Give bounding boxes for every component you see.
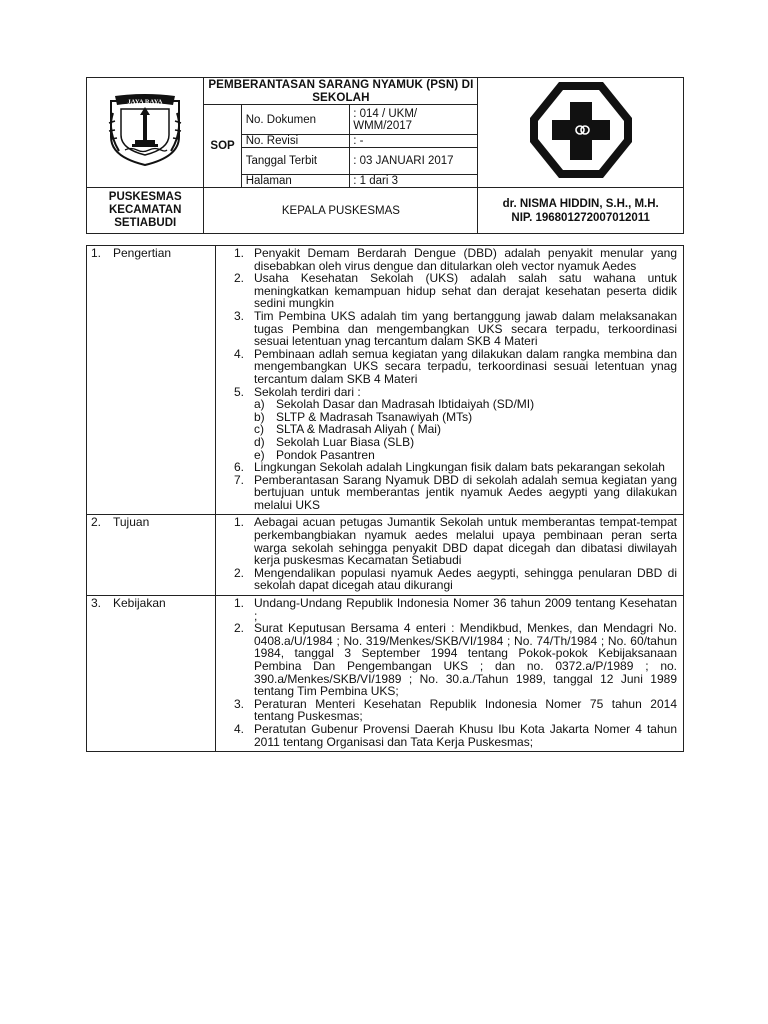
jakarta-emblem-cell (87, 78, 204, 188)
organization-name: PUSKESMAS KECAMATAN SETIABUDI (87, 188, 204, 234)
field-label: Tanggal Terbit (241, 148, 350, 175)
puskesmas-logo-cell (478, 78, 684, 188)
list-item: 2. Mengendalikan populasi nyamuk Aedes aegypti, sehingga penularan DBD di sekolah dapat dicegah atau dikurangi (233, 565, 677, 593)
document-title: PEMBERANTASAN SARANG NYAMUK (PSN) DI SEKOLAH (204, 78, 478, 105)
section-heading (87, 515, 216, 596)
section-content (216, 596, 684, 752)
section-content (216, 515, 684, 596)
section-number: 2. (91, 515, 102, 530)
section-number: 3. (91, 596, 102, 611)
sop-header-table (86, 77, 684, 234)
section-heading (87, 596, 216, 752)
list-item: 1. Aebagai acuan petugas Jumantik Sekolah untuk memberantas tempat-tempat perkembangbiakan nyamuk aedes melalui upaya pembinaan peran serta warga sekolah sehingga penyakit DBD dapat dicegah dan dibatasi diwilayah kerja puskesmas Kecamatan Setiabudi (233, 515, 677, 568)
section-content (216, 246, 684, 515)
field-value: : 03 JANUARI 2017 (350, 148, 478, 175)
field-label: No. Revisi (241, 135, 350, 148)
section-row (87, 515, 684, 596)
list-item: 4. Pembinaan adlah semua kegiatan yang dilakukan dalam rangka membina dan mengembangkan UKS secara terpadu, terkoordinasi sesuai letentuan ynag tercantum dalam SKB 4 Materi (233, 346, 677, 386)
list-item: 3. Tim Pembina UKS adalah tim yang bertanggung jawab dalam melaksanakan tugas Pembina dan mengembangkan UKS secara terpadu, terkoordinasi sesuai letentuan ynag tercantum dalam SKB 4 Materi (233, 308, 677, 349)
sub-list-item: e) Pondok Pasantren (254, 447, 375, 462)
field-value: : - (350, 135, 478, 148)
list-item: 1. Undang-Undang Republik Indonesia Nomer 36 tahun 2009 tentang Kesehatan ; (233, 596, 677, 623)
list-item: 7. Pemberantasan Sarang Nyamuk DBD di sekolah adalah semua kegiatan yang bertujuan untuk memberantas jentik nyamuk Aedes aegypti yang dilakukan melalui UKS (233, 472, 677, 512)
list-item: 5. Sekolah terdiri dari : (233, 384, 361, 399)
sub-list-item: a) Sekolah Dasar dan Madrasah Ibtidaiyah (SD/MI) (254, 397, 535, 412)
section-title: Kebijakan (113, 596, 166, 611)
jakarta-emblem-icon (105, 93, 185, 167)
section-heading (87, 246, 216, 515)
emblem-banner-text: JAYA RAYA (127, 98, 163, 106)
list-item: 1. Penyakit Demam Berdarah Dengue (DBD) adalah penyakit menular yang disebabkan oleh virus dengue dan ditularkan oleh vector nyamuk Aedes (233, 246, 677, 273)
signer-name: dr. NISMA HIDDIN, S.H., M.H. (502, 197, 659, 210)
signer-role: KEPALA PUSKESMAS (204, 188, 478, 234)
list-item: 3. Peraturan Menteri Kesehatan Republik Indonesia Nomer 75 tahun 2014 tentang Puskesmas; (233, 696, 677, 724)
section-title: Pengertian (113, 246, 172, 260)
sop-content-table (86, 245, 684, 752)
section-row (87, 246, 684, 515)
list-item: 6. Lingkungan Sekolah adalah Lingkungan fisik dalam bats pekarangan sekolah (233, 460, 665, 475)
sub-list-item: d) Sekolah Luar Biasa (SLB) (254, 434, 415, 449)
field-label: Halaman (241, 175, 350, 188)
signer-block (478, 188, 684, 234)
sub-list-item: c) SLTA & Madrasah Aliyah ( Mai) (254, 422, 441, 437)
field-label: No. Dokumen (241, 105, 350, 135)
list-item: 2. Surat Keputusan Bersama 4 enteri : Mendikbud, Menkes, dan Mendagri No. 0408.a/U/1984 ; No. 319/Menkes/SKB/VI/1984 ; No. 74/Th/1984 ; No. 60/tahun 1984, tanggal 3 September 1994 tentang Pokok-pokok Kebijaksanaan Pembina Dan Pengembangan UKS ; dan no. 0372.a/P/1989 ; no. 390.a/Menkes/SKB/VI/1989 ; No. 30.a./Tahun 1989, tanggal 12 Juni 1989 tentang Tim Pembina UKS; (233, 621, 677, 699)
section-title: Tujuan (113, 515, 150, 530)
sub-list-item: b) SLTP & Madrasah Tsanawiyah (MTs) (254, 409, 473, 424)
puskesmas-logo-icon (526, 78, 636, 182)
list-item: 2. Usaha Kesehatan Sekolah (UKS) adalah salah satu wahana untuk meningkatkan kemampuan hidup sehat dan derajat kesehatan peserta didik sedini mungkin (233, 271, 677, 311)
field-value: : 1 dari 3 (350, 175, 478, 188)
signer-nip: NIP. 196801272007012011 (511, 211, 650, 224)
list-item: 4. Peratutan Gubenur Provensi Daerah Khusu Ibu Kota Jakarta Nomer 4 tahun 2011 tentang Organisasi dan Tata Kerja Puskesmas; (233, 721, 677, 749)
section-number: 1. (91, 246, 102, 260)
field-value: : 014 / UKM/ WMM/2017 (350, 105, 478, 135)
section-row (87, 596, 684, 752)
sop-label: SOP (204, 105, 241, 188)
